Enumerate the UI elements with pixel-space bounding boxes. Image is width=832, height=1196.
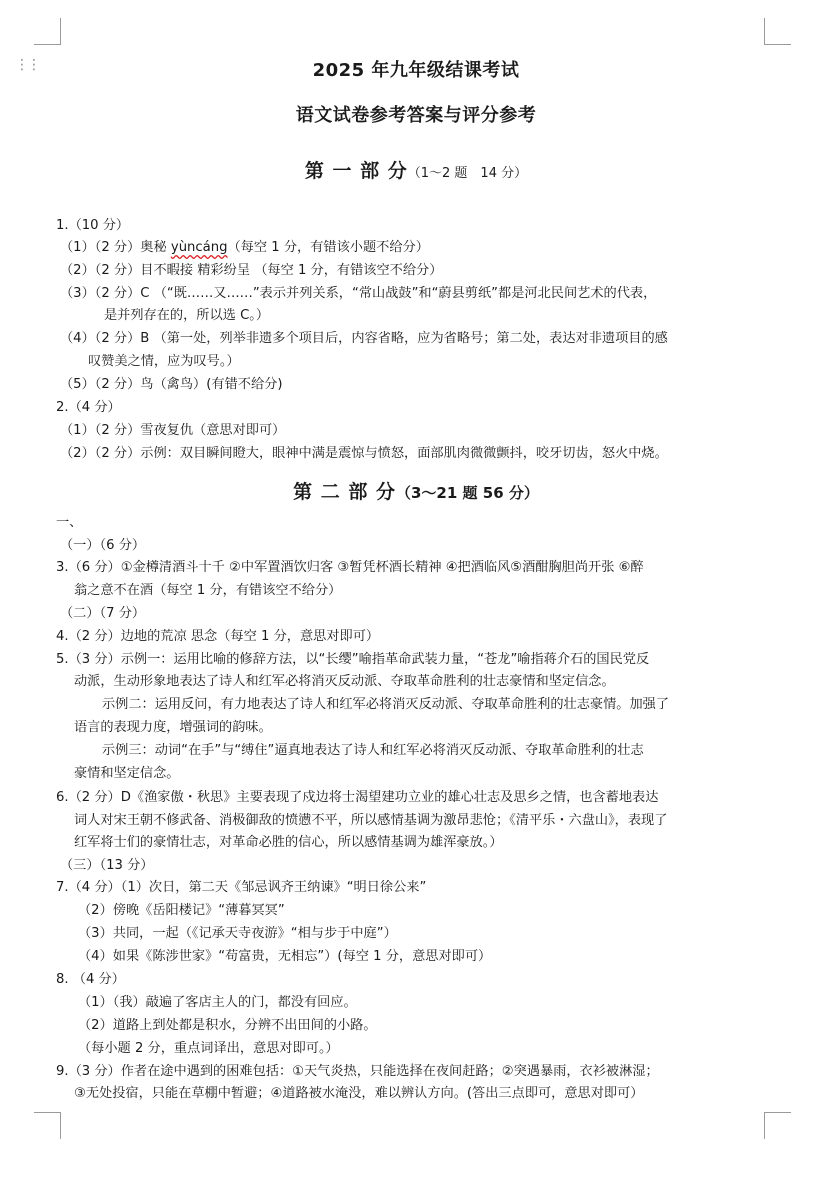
answer-line: 红军将士们的豪情壮志，对革命必胜的信心，所以感情基调为雄浑豪放。） <box>74 835 503 850</box>
answer-line <box>60 237 429 259</box>
answer-line: 8. （4 分） <box>56 972 125 987</box>
answer-line: （每小题 2 分，重点词译出，意思对即可。） <box>78 1041 339 1056</box>
answer-line: 翁之意不在酒（每空 1 分，有错该空不给分） <box>74 583 342 598</box>
answer-line: 词人对宋王朝不修武备、消极御敌的愤懑不平，所以感情基调为激昂悲怆；《清平乐・六盘山》，表现了 <box>74 813 668 828</box>
answer-line: 2.（4 分） <box>56 400 121 415</box>
answer-line: ③无处投宿，只能在草棚中暂避；④道路被水淹没，难以辨认方向。(答出三点即可，意思对即可） <box>74 1086 644 1101</box>
crop-mark-top-left <box>34 18 61 45</box>
answer-line: （2）（2 分）示例：双目瞬间瞪大，眼神中满是震惊与愤怒，面部肌肉微微颤抖，咬牙切齿，怒火中烧。 <box>60 446 668 461</box>
answer-line: （4）（2 分）B （第一处，列举非遗多个项目后，内容省略，应为省略号；第二处，表达对非遗项目的感 <box>60 331 668 346</box>
answer-line: 语言的表现力度，增强词的韵味。 <box>74 720 272 735</box>
answer-line: 7.（4 分）（1）次日，第二天《邹忌讽齐王纳谏》“明日徐公来” <box>56 880 427 895</box>
answer-line: （4）如果《陈涉世家》“苟富贵，无相忘”）(每空 1 分，意思对即可） <box>78 949 492 964</box>
answer-line: 3.（6 分）①金樽清酒斗十千 ②中军置酒饮归客 ③暂凭杯酒长精神 ④把酒临风⑤酒酣胸胆尚开张 ⑥醉 <box>56 560 644 575</box>
answer-line: 6.（2 分）D《渔家傲・秋思》主要表现了戍边将士渴望建功立业的雄心壮志及思乡之情，也含蓄地表达 <box>56 790 659 805</box>
crop-mark-bottom-left <box>34 1112 61 1139</box>
answer-line: 叹赞美之情，应为叹号。） <box>88 354 240 369</box>
answer-line: 4.（2 分）边地的荒凉 思念（每空 1 分，意思对即可） <box>56 629 380 644</box>
answer-line: 1.（10 分） <box>56 218 130 233</box>
answer-line: （3）（2 分）C （“既……又……”表示并列关系，“常山战鼓”和“蔚县剪纸”都是河北民间艺术的代表， <box>60 286 657 301</box>
answer-line: 是并列存在的，所以选 C。） <box>104 308 270 323</box>
part-one-heading <box>0 156 832 183</box>
crop-mark-bottom-right <box>764 1112 791 1139</box>
answer-line: （3）共同，一起（《记承天寺夜游》“相与步于中庭”） <box>78 926 397 941</box>
answer-line: 一、 <box>56 515 83 530</box>
answer-line: 9.（3 分）作者在途中遇到的困难包括：①天气炎热，只能选择在夜间赶路；②突遇暴雨，衣衫被淋湿； <box>56 1064 659 1079</box>
exam-title: 2025 年九年级结课考试 <box>312 60 520 81</box>
answer-line: （1）（我）敲遍了客店主人的门，都没有回应。 <box>78 995 357 1010</box>
answer-line: （一）（6 分） <box>60 538 146 553</box>
answer-line: （2）（2 分）目不暇接 精彩纷呈 （每空 1 分，有错该空不给分） <box>60 263 443 278</box>
answer-line: （三）（13 分） <box>60 858 154 873</box>
answer-text: （1）（2 分）奥秘 <box>60 240 171 255</box>
answer-line: 示例三：动词“在手”与“缚住”逼真地表达了诗人和红军必将消灭反动派、夺取革命胜利的壮志 <box>102 743 644 758</box>
answer-line: （二）（7 分） <box>60 606 146 621</box>
answer-line: （5）（2 分）鸟（禽鸟）(有错不给分) <box>60 377 283 392</box>
answer-line: 豪情和坚定信念。 <box>74 766 180 781</box>
crop-mark-top-right <box>764 18 791 45</box>
answer-line: （2）傍晚《岳阳楼记》“薄暮冥冥” <box>78 903 285 918</box>
part-two-heading <box>0 477 832 504</box>
answer-line: 5.（3 分）示例一：运用比喻的修辞方法，以“长缨”喻指革命武装力量，“苍龙”喻指蒋介石的国民党反 <box>56 652 650 667</box>
part-one-title: 第 一 部 分 <box>304 160 408 182</box>
drag-handle-icon[interactable]: ⋮⋮ <box>15 57 39 73</box>
pinyin-answer: yùncáng <box>170 240 228 255</box>
exam-subtitle: 语文试卷参考答案与评分参考 <box>295 105 537 126</box>
answer-line: （1）（2 分）雪夜复仇（意思对即可） <box>60 423 286 438</box>
answer-line: 动派，生动形象地表达了诗人和红军必将消灭反动派、夺取革命胜利的壮志豪情和坚定信念。 <box>74 674 615 689</box>
answer-line: 示例二：运用反问，有力地表达了诗人和红军必将消灭反动派、夺取革命胜利的壮志豪情。加强了 <box>102 697 670 712</box>
answer-text: （每空 1 分，有错该小题不给分） <box>227 240 429 255</box>
answer-line: （2）道路上到处都是积水，分辨不出田间的小路。 <box>78 1018 377 1033</box>
part-two-title: 第 二 部 分 <box>293 481 396 503</box>
part-two-range: （3～21 题 56 分） <box>396 484 539 502</box>
part-one-range: （1～2 题 14 分） <box>407 166 528 181</box>
